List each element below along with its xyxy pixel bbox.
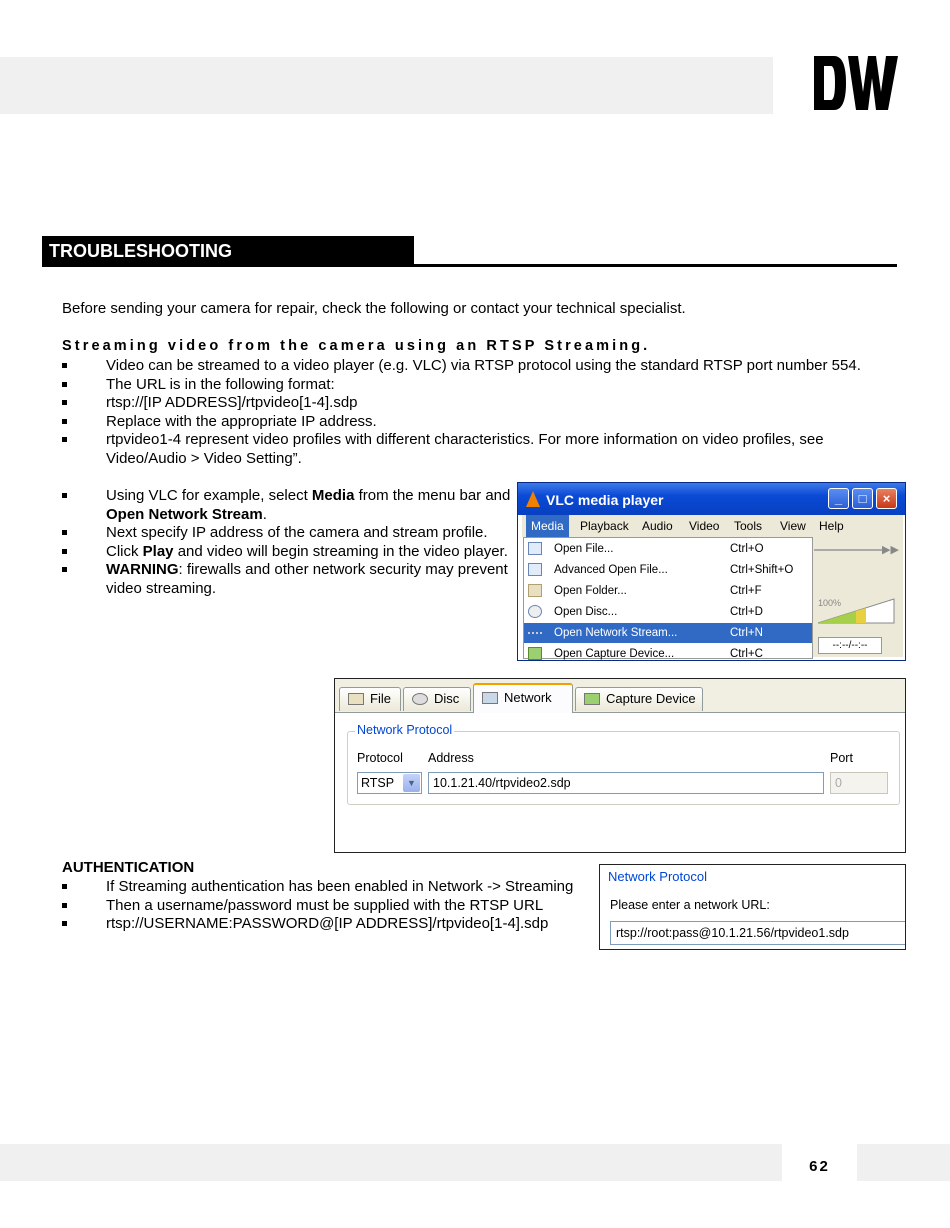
section-title: TROUBLESHOOTING	[42, 236, 414, 267]
menu-item-shortcut: Ctrl+Shift+O	[730, 564, 794, 576]
port-input[interactable]: 0	[830, 772, 888, 794]
intro-text: Before sending your camera for repair, check the following or contact your technical specialist.	[62, 300, 686, 317]
text: Click	[106, 542, 143, 560]
menu-help[interactable]: Help	[819, 519, 844, 533]
vlc-title: VLC media player	[546, 492, 664, 508]
media-dropdown-menu	[523, 537, 813, 659]
address-label: Address	[428, 751, 474, 765]
menu-item-label: Open Capture Device...	[554, 648, 675, 660]
authentication-heading: AUTHENTICATION	[62, 859, 195, 876]
vlc-cone-icon	[526, 491, 540, 507]
list-item: If Streaming authentication has been enabled in Network -> Streaming	[62, 878, 622, 897]
menu-view[interactable]: View	[780, 519, 806, 533]
menu-item-label: Open Network Stream...	[554, 627, 678, 639]
protocol-value: RTSP	[361, 776, 395, 790]
footer-band	[857, 1144, 950, 1181]
vlc-steps-list	[62, 487, 512, 599]
list-item	[62, 543, 512, 562]
menu-item-shortcut: Ctrl+N	[730, 627, 763, 639]
list-item: The URL is in the following format:	[62, 376, 862, 395]
menu-item-shortcut: Ctrl+C	[730, 648, 763, 660]
menu-playback[interactable]: Playback	[580, 519, 629, 533]
chevron-down-icon[interactable]: ▼	[403, 774, 420, 792]
capture-card-icon	[528, 647, 542, 660]
seek-bar[interactable]	[814, 549, 882, 551]
list-item: rtsp://USERNAME:PASSWORD@[IP ADDRESS]/rtpvideo[1-4].sdp	[62, 915, 622, 934]
menu-video[interactable]: Video	[689, 519, 720, 533]
menu-item-open-disc[interactable]	[524, 602, 812, 622]
network-url-input[interactable]: rtsp://root:pass@10.1.21.56/rtpvideo1.sdp	[610, 921, 906, 945]
bold-text: Play	[142, 542, 174, 560]
disc-icon	[412, 693, 428, 705]
footer-band	[0, 1144, 782, 1181]
close-icon[interactable]: ×	[876, 488, 897, 509]
text: from the menu bar and	[354, 487, 511, 504]
rtsp-heading: Streaming video from the camera using an RTSP Streaming.	[62, 338, 651, 354]
menu-audio[interactable]: Audio	[642, 519, 673, 533]
menu-tools[interactable]: Tools	[734, 519, 763, 533]
menu-item-shortcut: Ctrl+O	[730, 543, 764, 555]
menu-item-open-network-stream[interactable]	[524, 623, 812, 643]
vlc-menubar	[522, 515, 903, 537]
menu-item-label: Open Disc...	[554, 606, 618, 618]
vlc-player-area	[810, 537, 903, 657]
text: .	[262, 505, 267, 523]
tab-label: File	[370, 691, 391, 706]
protocol-select[interactable]	[357, 772, 422, 794]
menu-item-shortcut: Ctrl+F	[730, 585, 762, 597]
tab-label: Capture Device	[606, 691, 696, 706]
tab-label: Network	[504, 690, 552, 705]
network-url-screenshot	[599, 864, 906, 950]
rtsp-bullet-list	[62, 357, 862, 469]
tab-network[interactable]	[473, 683, 573, 713]
bold-text: Media	[311, 487, 355, 504]
list-item	[62, 487, 512, 524]
maximize-icon[interactable]: □	[852, 488, 873, 509]
folder-icon	[348, 693, 364, 705]
text: Using VLC for example, select	[106, 487, 312, 504]
list-item	[62, 561, 512, 598]
play-file-icon	[528, 563, 542, 576]
bold-text: Open Network Stream	[106, 505, 263, 523]
tab-bar	[335, 679, 905, 713]
address-input[interactable]: 10.1.21.40/rtpvideo2.sdp	[428, 772, 824, 794]
tab-file[interactable]	[339, 687, 401, 711]
url-label: Please enter a network URL:	[610, 898, 770, 912]
port-label: Port	[830, 751, 853, 765]
protocol-label: Protocol	[357, 751, 403, 765]
tab-capture-device[interactable]	[575, 687, 703, 711]
disc-icon	[528, 605, 542, 618]
authentication-list	[62, 878, 622, 934]
menu-item-open-folder[interactable]	[524, 581, 812, 601]
network-icon	[482, 692, 498, 704]
network-dialog-screenshot	[334, 678, 906, 853]
menu-media[interactable]: Media	[526, 515, 569, 537]
header-band	[0, 57, 773, 114]
menu-item-label: Open Folder...	[554, 585, 627, 597]
group-legend: Network Protocol	[608, 869, 707, 884]
minimize-icon[interactable]: _	[828, 488, 849, 509]
section-rule	[414, 264, 897, 267]
list-item: rtsp://[IP ADDRESS]/rtpvideo[1-4].sdp	[62, 394, 862, 413]
next-icon[interactable]: ▶▶	[882, 544, 899, 556]
dw-logo	[812, 52, 902, 114]
menu-item-label: Advanced Open File...	[554, 564, 668, 576]
list-item: Then a username/password must be supplied with the RTSP URL	[62, 897, 622, 916]
text: : firewalls and other network security may prevent video streaming.	[106, 561, 508, 597]
list-item: rtpvideo1-4 represent video profiles with different characteristics. For more information on video profiles, see Video/Audio > Video Setting”.	[62, 431, 862, 468]
vlc-window-screenshot	[517, 482, 906, 661]
volume-label: 100%	[818, 598, 842, 608]
capture-card-icon	[584, 693, 600, 705]
list-item: Video can be streamed to a video player (e.g. VLC) via RTSP protocol using the standard RTSP port number 554.	[62, 357, 862, 376]
menu-item-open-file[interactable]	[524, 539, 812, 559]
play-file-icon	[528, 542, 542, 555]
text: and video will begin streaming in the video player.	[173, 542, 508, 560]
list-item: Next specify IP address of the camera and stream profile.	[62, 524, 512, 543]
menu-item-label: Open File...	[554, 543, 614, 555]
group-legend: Network Protocol	[357, 723, 453, 737]
tab-label: Disc	[434, 691, 460, 706]
menu-item-shortcut: Ctrl+D	[730, 606, 763, 618]
folder-icon	[528, 584, 542, 597]
tab-disc[interactable]	[403, 687, 471, 711]
list-item: Replace with the appropriate IP address.	[62, 413, 862, 432]
time-display: --:--/--:--	[818, 637, 882, 654]
page-number: 62	[809, 1158, 830, 1175]
menu-item-open-capture-device[interactable]	[524, 644, 812, 661]
bold-text: WARNING	[106, 561, 179, 579]
menu-item-advanced-open-file[interactable]	[524, 560, 812, 580]
